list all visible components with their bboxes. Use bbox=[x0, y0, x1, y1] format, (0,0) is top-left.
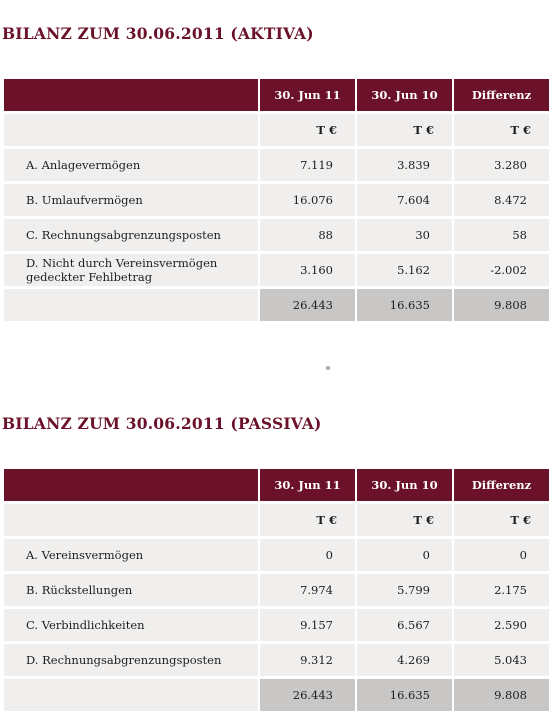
column-header-2010: 30. Jun 10 bbox=[357, 469, 452, 501]
unit-cell: T € bbox=[357, 504, 452, 536]
passiva-table bbox=[2, 466, 551, 714]
row-label: B. Umlaufvermögen bbox=[4, 184, 258, 216]
unit-cell: T € bbox=[260, 114, 355, 146]
value-cell: 7.119 bbox=[260, 149, 355, 181]
row-label: C. Rechnungsabgrenzungsposten bbox=[4, 219, 258, 251]
value-cell: 0 bbox=[454, 539, 549, 571]
table-row bbox=[4, 219, 549, 251]
unit-blank-cell bbox=[4, 114, 258, 146]
value-cell: 3.280 bbox=[454, 149, 549, 181]
row-label: B. Rückstellungen bbox=[4, 574, 258, 606]
table-row bbox=[4, 184, 549, 216]
unit-cell: T € bbox=[260, 504, 355, 536]
table-row bbox=[4, 254, 549, 286]
value-cell: 3.839 bbox=[357, 149, 452, 181]
row-label: D. Nicht durch Vereinsvermögen gedeckter Fehlbetrag bbox=[4, 254, 258, 286]
table-row bbox=[4, 574, 549, 606]
total-row bbox=[4, 289, 549, 321]
table-row bbox=[4, 539, 549, 571]
column-header-2011: 30. Jun 11 bbox=[260, 469, 355, 501]
value-cell: 9.157 bbox=[260, 609, 355, 641]
row-label: A. Vereinsvermögen bbox=[4, 539, 258, 571]
table-row bbox=[4, 149, 549, 181]
value-cell: 58 bbox=[454, 219, 549, 251]
table-row bbox=[4, 644, 549, 676]
unit-row bbox=[4, 504, 549, 536]
value-cell: 5.043 bbox=[454, 644, 549, 676]
column-header-2010: 30. Jun 10 bbox=[357, 79, 452, 111]
table-row bbox=[4, 609, 549, 641]
value-cell: 30 bbox=[357, 219, 452, 251]
total-cell: 26.443 bbox=[260, 289, 355, 321]
value-cell: 8.472 bbox=[454, 184, 549, 216]
column-header-differenz: Differenz bbox=[454, 469, 549, 501]
table-header-row bbox=[4, 79, 549, 111]
aktiva-title: BILANZ ZUM 30.06.2011 (AKTIVA) bbox=[2, 24, 314, 43]
value-cell: 2.175 bbox=[454, 574, 549, 606]
aktiva-table bbox=[2, 76, 551, 324]
total-cell: 16.635 bbox=[357, 679, 452, 711]
value-cell: -2.002 bbox=[454, 254, 549, 286]
header-blank-cell bbox=[4, 79, 258, 111]
row-label: C. Verbindlichkeiten bbox=[4, 609, 258, 641]
total-cell: 9.808 bbox=[454, 289, 549, 321]
unit-cell: T € bbox=[454, 504, 549, 536]
total-cell: 9.808 bbox=[454, 679, 549, 711]
row-label: D. Rechnungsabgrenzungsposten bbox=[4, 644, 258, 676]
decorative-speck bbox=[326, 366, 330, 370]
value-cell: 16.076 bbox=[260, 184, 355, 216]
table-header-row bbox=[4, 469, 549, 501]
value-cell: 5.162 bbox=[357, 254, 452, 286]
header-blank-cell bbox=[4, 469, 258, 501]
value-cell: 88 bbox=[260, 219, 355, 251]
value-cell: 2.590 bbox=[454, 609, 549, 641]
total-row bbox=[4, 679, 549, 711]
value-cell: 9.312 bbox=[260, 644, 355, 676]
unit-cell: T € bbox=[357, 114, 452, 146]
value-cell: 0 bbox=[260, 539, 355, 571]
unit-row bbox=[4, 114, 549, 146]
column-header-differenz: Differenz bbox=[454, 79, 549, 111]
unit-blank-cell bbox=[4, 504, 258, 536]
row-label: A. Anlagevermögen bbox=[4, 149, 258, 181]
passiva-title: BILANZ ZUM 30.06.2011 (PASSIVA) bbox=[2, 414, 322, 433]
column-header-2011: 30. Jun 11 bbox=[260, 79, 355, 111]
value-cell: 3.160 bbox=[260, 254, 355, 286]
value-cell: 5.799 bbox=[357, 574, 452, 606]
total-cell: 16.635 bbox=[357, 289, 452, 321]
total-blank-cell bbox=[4, 679, 258, 711]
value-cell: 0 bbox=[357, 539, 452, 571]
value-cell: 7.604 bbox=[357, 184, 452, 216]
total-cell: 26.443 bbox=[260, 679, 355, 711]
value-cell: 6.567 bbox=[357, 609, 452, 641]
unit-cell: T € bbox=[454, 114, 549, 146]
total-blank-cell bbox=[4, 289, 258, 321]
value-cell: 4.269 bbox=[357, 644, 452, 676]
value-cell: 7.974 bbox=[260, 574, 355, 606]
